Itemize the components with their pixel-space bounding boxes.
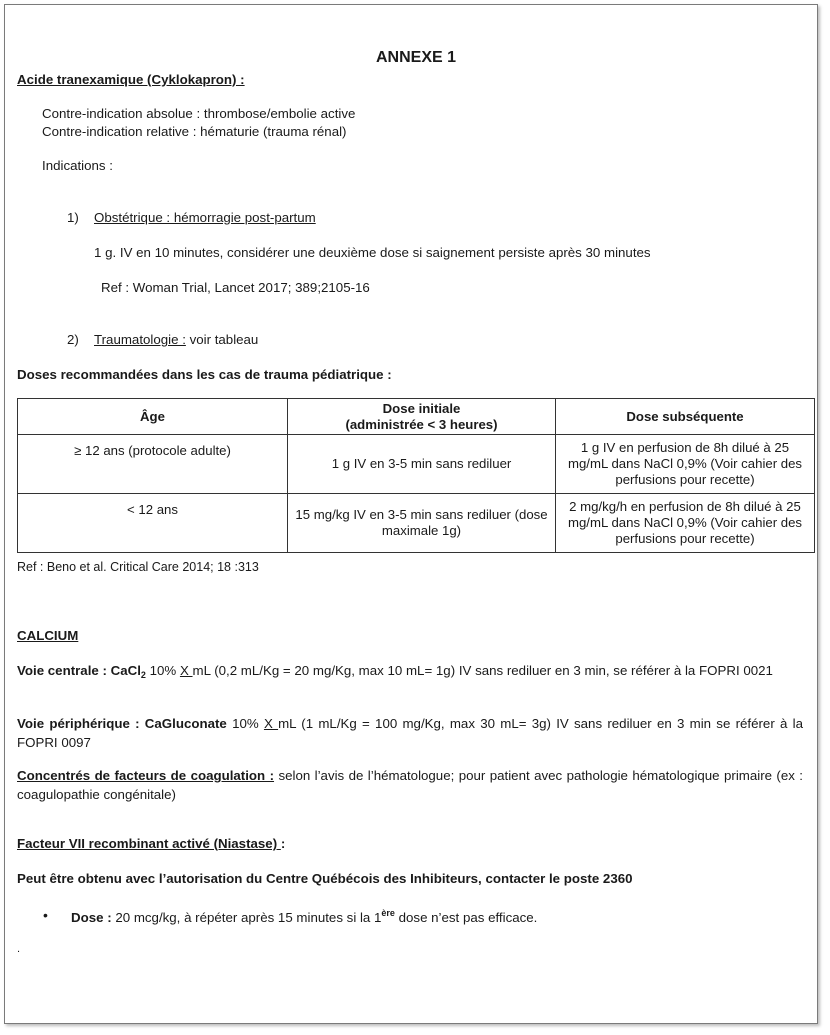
header-initial-line1: Dose initiale	[382, 400, 461, 416]
calcium-peripheral-text-b: mL (1 mL/Kg = 100 mg/Kg, max 30 mL= 3g) IV sans rediluer en 3 min se référer à la FOPRI 0097	[17, 716, 803, 750]
header-age: Âge	[18, 399, 288, 435]
row1-age: ≥ 12 ans (protocole adulte)	[18, 435, 288, 494]
calcium-central	[17, 661, 803, 685]
row1-initial: 1 g IV en 3-5 min sans rediluer	[288, 435, 556, 494]
factor7-dose-text-a: 20 mcg/kg, à répéter après 15 minutes si la 1	[111, 910, 382, 925]
factor7-dose-text-b: dose n’est pas efficace.	[394, 910, 538, 925]
calcium-central-text-a: 10%	[145, 663, 180, 678]
coag-paragraph	[17, 766, 803, 804]
calcium-central-x: X	[179, 663, 193, 678]
header-initial-line2: (administrée < 3 heures)	[345, 416, 498, 432]
calcium-peripheral	[17, 714, 803, 752]
factor7-heading-colon: :	[280, 836, 286, 851]
table-ref: Ref : Beno et al. Critical Care 2014; 18 :313	[17, 560, 259, 574]
txa-item1-label: Obstétrique : hémorragie post-partum	[94, 210, 316, 225]
page-title: ANNEXE 1	[375, 49, 457, 66]
factor7-dose-label: Dose :	[71, 910, 112, 925]
row1-subsequent: 1 g IV en perfusion de 8h dilué à 25 mg/mL dans NaCl 0,9% (Voir cahier des perfusions pour recette)	[556, 435, 815, 494]
calcium-heading: CALCIUM	[17, 628, 79, 643]
header-initial-dose	[288, 399, 556, 435]
txa-item1-number: 1)	[67, 210, 79, 225]
calcium-peripheral-label: Voie périphérique : CaGluconate	[17, 716, 227, 731]
txa-indications-label: Indications :	[42, 158, 113, 173]
calcium-central-sub: 2	[140, 670, 146, 680]
txa-item1-dose: 1 g. IV en 10 minutes, considérer une deuxième dose si saignement persiste après 30 minutes	[94, 245, 651, 260]
table-row	[18, 435, 815, 494]
txa-contra-relative: Contre-indication relative : hématurie (trauma rénal)	[42, 124, 347, 139]
header-subsequent-dose: Dose subséquente	[556, 399, 815, 435]
factor7-heading	[17, 836, 285, 851]
txa-item2	[94, 332, 258, 347]
factor7-heading-text: Facteur VII recombinant activé (Niastase)	[17, 836, 281, 851]
txa-contra-absolute: Contre-indication absolue : thrombose/embolie active	[42, 106, 356, 121]
txa-item2-text: voir tableau	[185, 332, 259, 347]
document-frame	[4, 4, 818, 1024]
txa-heading: Acide tranexamique (Cyklokapron) :	[17, 72, 245, 87]
bullet-icon: •	[43, 907, 48, 923]
table-row	[18, 494, 815, 553]
row2-age: < 12 ans	[18, 494, 288, 553]
coag-label: Concentrés de facteurs de coagulation :	[17, 768, 275, 783]
calcium-peripheral-text-a: 10%	[226, 716, 264, 731]
dose-table	[17, 398, 815, 553]
txa-item2-number: 2)	[67, 332, 79, 347]
factor7-dose	[71, 908, 537, 925]
trailing-dot: .	[17, 943, 21, 955]
coag-text: selon l’avis de l’hématologue; pour patient avec pathologie hématologique primaire (ex : coagulopathie congénitale)	[17, 768, 804, 802]
table-heading: Doses recommandées dans les cas de trauma pédiatrique :	[17, 367, 392, 382]
txa-item1-ref: Ref : Woman Trial, Lancet 2017; 389;2105-16	[101, 280, 370, 295]
txa-item2-label: Traumatologie :	[94, 332, 186, 347]
calcium-peripheral-x: X	[263, 716, 279, 731]
calcium-central-text-b: mL (0,2 mL/Kg = 20 mg/Kg, max 10 mL= 1g) IV sans rediluer en 3 min, se référer à la FOPRI 0021	[192, 663, 773, 678]
row2-subsequent: 2 mg/kg/h en perfusion de 8h dilué à 25 mg/mL dans NaCl 0,9% (Voir cahier des perfusions pour recette)	[556, 494, 815, 553]
row2-initial: 15 mg/kg IV en 3-5 min sans rediluer (dose maximale 1g)	[288, 494, 556, 553]
table-header-row	[18, 399, 815, 435]
factor7-authorization: Peut être obtenu avec l’autorisation du Centre Québécois des Inhibiteurs, contacter le poste 2360	[17, 871, 633, 886]
factor7-dose-sup: ère	[381, 908, 395, 918]
calcium-central-label: Voie centrale : CaCl	[17, 663, 141, 678]
